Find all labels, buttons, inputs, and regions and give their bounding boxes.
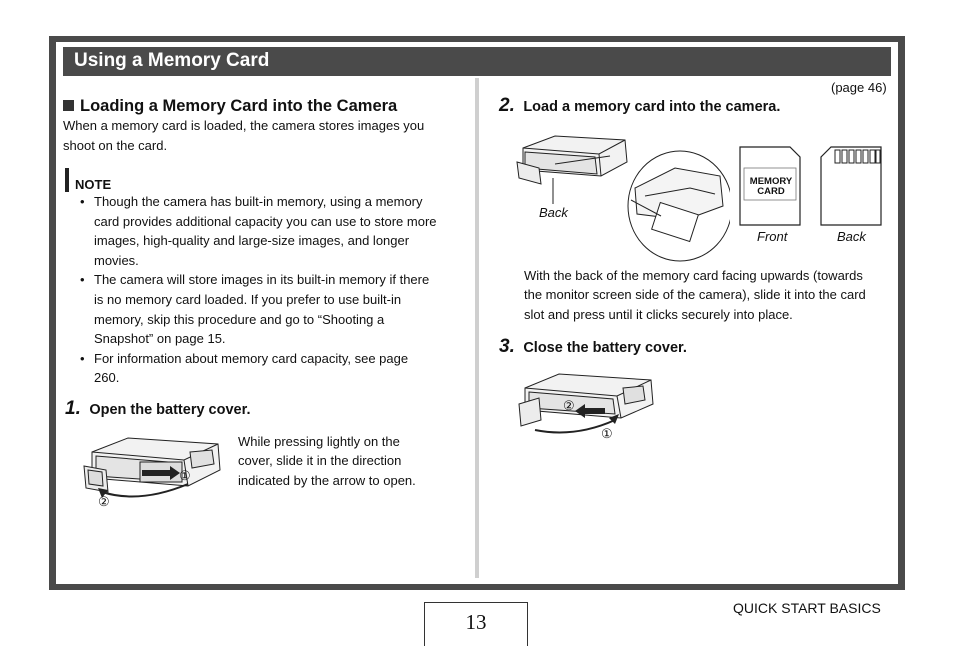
step-3-heading bbox=[499, 336, 687, 358]
bullet-line: Snapshot” on page 15. bbox=[94, 331, 226, 347]
step-number: 3. bbox=[499, 336, 515, 357]
intro-line-2: shoot on the card. bbox=[63, 138, 168, 153]
column-divider bbox=[475, 78, 479, 578]
step-1-desc-line: cover, slide it in the direction bbox=[238, 453, 402, 468]
bullet-line: The camera will store images in its built-in memory if there bbox=[94, 272, 430, 288]
camera-close-cover-illustration bbox=[515, 368, 660, 440]
bullet-line: movies. bbox=[94, 252, 139, 268]
bullet-dot-icon: • bbox=[80, 194, 85, 209]
step-1-desc-line: indicated by the arrow to open. bbox=[238, 473, 416, 488]
step-1-heading bbox=[65, 398, 250, 420]
step-1-marker-1: ① bbox=[179, 468, 191, 483]
step-2-desc-line: the monitor screen side of the camera), slide it into the card bbox=[524, 287, 866, 302]
note-bullet bbox=[77, 192, 457, 270]
step-text: Open the battery cover. bbox=[89, 402, 251, 418]
card-label-line-1: MEMORY bbox=[749, 176, 793, 187]
note-bullet bbox=[77, 270, 457, 348]
step-text: Load a memory card into the camera. bbox=[523, 99, 781, 115]
step-1-desc-line: While pressing lightly on the bbox=[238, 434, 400, 449]
footer-section-label: QUICK START BASICS bbox=[733, 600, 881, 616]
bullet-line: For information about memory card capacity, see page bbox=[94, 350, 409, 366]
step-1-marker-2: ② bbox=[98, 494, 110, 509]
camera-card-slot-illustration bbox=[515, 128, 730, 263]
note-marker bbox=[65, 168, 69, 192]
step-3-marker-2: ② bbox=[563, 398, 575, 413]
square-bullet-icon bbox=[63, 100, 74, 111]
memory-card-back-icon bbox=[820, 146, 882, 226]
title-bar bbox=[63, 47, 891, 76]
step-number: 1. bbox=[65, 398, 81, 419]
bullet-dot-icon: • bbox=[80, 350, 85, 366]
card-front-caption: Front bbox=[757, 229, 788, 244]
bullet-line: images, high-quality and large-size images, and longer bbox=[94, 233, 410, 249]
bullet-dot-icon: • bbox=[80, 272, 85, 288]
page-number: 13 bbox=[424, 602, 528, 646]
intro-line-1: When a memory card is loaded, the camera stores images you bbox=[63, 118, 425, 133]
step-3-marker-1: ① bbox=[601, 426, 613, 441]
step-number: 2. bbox=[499, 95, 515, 116]
note-bullet-list bbox=[77, 192, 457, 388]
bullet-line: is no memory card loaded. If you prefer to use built-in bbox=[94, 291, 402, 307]
step-2-desc-line: With the back of the memory card facing upwards (towards bbox=[524, 268, 863, 283]
card-back-caption: Back bbox=[837, 229, 866, 244]
note-label: NOTE bbox=[75, 177, 112, 192]
note-bullet bbox=[77, 349, 457, 388]
section-heading-text: Loading a Memory Card into the Camera bbox=[80, 97, 398, 115]
card-label-line-2: CARD bbox=[757, 186, 785, 197]
page-title: Using a Memory Card bbox=[74, 50, 270, 71]
bullet-line: memory, skip this procedure and go to “Shooting a bbox=[94, 311, 385, 327]
page-reference: (page 46) bbox=[831, 80, 887, 95]
bullet-line: card provides additional capacity you can use to store more bbox=[94, 213, 437, 229]
step-text: Close the battery cover. bbox=[523, 340, 687, 356]
step-2-heading bbox=[499, 95, 780, 117]
section-heading bbox=[63, 97, 397, 116]
step-2-desc-line: slot and press until it clicks securely into place. bbox=[524, 307, 793, 322]
bullet-line: Though the camera has built-in memory, using a memory bbox=[94, 194, 423, 209]
bullet-line: 260. bbox=[94, 370, 120, 386]
camera-back-caption: Back bbox=[539, 205, 568, 220]
